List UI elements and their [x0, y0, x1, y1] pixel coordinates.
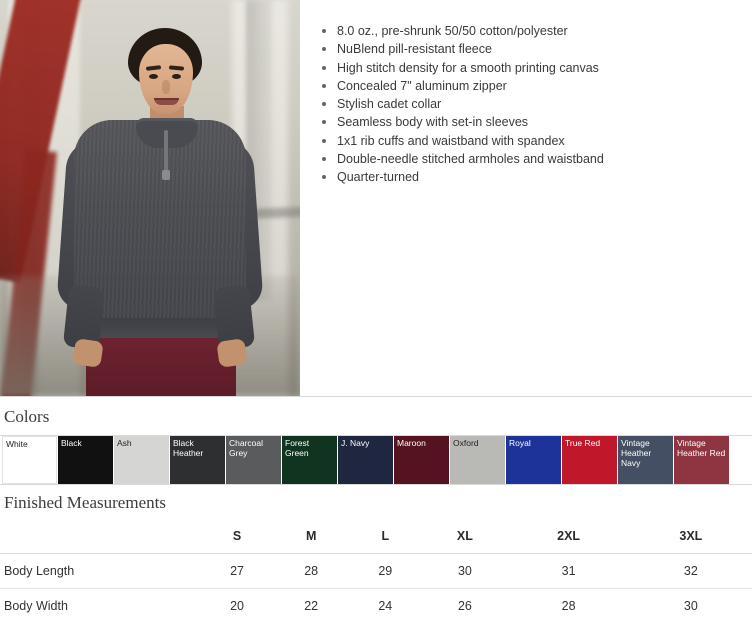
feature-list-section [300, 0, 752, 396]
row-label: Body Length [0, 554, 200, 589]
model-figure [0, 0, 300, 396]
color-swatch-label: Ash [117, 438, 132, 448]
feature-item: Double-needle stitched armholes and waistband [320, 150, 732, 168]
color-swatch[interactable] [394, 436, 449, 484]
column-header: S [200, 519, 274, 554]
hand-left [72, 338, 103, 368]
color-swatch[interactable] [562, 436, 617, 484]
cell-value: 26 [422, 589, 507, 622]
color-swatch-label: Royal [509, 438, 531, 448]
feature-item: Concealed 7" aluminum zipper [320, 77, 732, 95]
color-swatch-row [0, 436, 752, 484]
color-swatch-label: Forest Green [285, 438, 310, 458]
column-header: M [274, 519, 348, 554]
feature-item: Stylish cadet collar [320, 95, 732, 113]
hand-right [216, 338, 247, 368]
feature-list [320, 22, 732, 187]
model-pants [86, 338, 236, 396]
feature-item: 8.0 oz., pre-shrunk 50/50 cotton/polyester [320, 22, 732, 40]
color-swatch-label: Charcoal Grey [229, 438, 264, 458]
cell-value: 30 [422, 554, 507, 589]
cell-value: 20 [200, 589, 274, 622]
measurements-table [0, 519, 752, 622]
color-swatch-label: Maroon [397, 438, 426, 448]
color-swatch[interactable] [338, 436, 393, 484]
feature-item: Quarter-turned [320, 168, 732, 186]
feature-item: NuBlend pill-resistant fleece [320, 40, 732, 58]
table-header-row [0, 519, 752, 554]
color-swatch-label: Vintage Heather Navy [621, 438, 652, 468]
color-swatch-label: White [6, 439, 28, 449]
cell-value: 27 [200, 554, 274, 589]
color-swatch-label: Black [61, 438, 82, 448]
color-swatch[interactable] [282, 436, 337, 484]
color-swatch[interactable] [114, 436, 169, 484]
table-row [0, 554, 752, 589]
column-header: XL [422, 519, 507, 554]
color-swatch-label: Black Heather [173, 438, 204, 458]
quarter-zipper [164, 130, 168, 174]
color-swatch[interactable] [618, 436, 673, 484]
measurements-heading: Finished Measurements [4, 493, 166, 512]
cell-value: 32 [630, 554, 752, 589]
cell-value: 28 [274, 554, 348, 589]
cell-value: 22 [274, 589, 348, 622]
color-swatch-label: Oxford [453, 438, 479, 448]
product-photo [0, 0, 300, 396]
color-swatch-label: Vintage Heather Red [677, 438, 726, 458]
color-swatch[interactable] [170, 436, 225, 484]
cell-value: 28 [508, 589, 630, 622]
column-header: 3XL [630, 519, 752, 554]
nose [162, 80, 170, 94]
color-swatch[interactable] [506, 436, 561, 484]
color-swatch[interactable] [450, 436, 505, 484]
feature-item: 1x1 rib cuffs and waistband with spandex [320, 132, 732, 150]
color-swatch[interactable] [58, 436, 113, 484]
eye-right [172, 74, 181, 79]
eye-left [149, 74, 158, 79]
color-swatch[interactable] [226, 436, 281, 484]
color-swatch[interactable] [2, 436, 57, 484]
table-row [0, 589, 752, 622]
column-header: 2XL [508, 519, 630, 554]
color-swatch-label: J. Navy [341, 438, 370, 448]
feature-item: Seamless body with set-in sleeves [320, 113, 732, 131]
column-header [0, 519, 200, 554]
cell-value: 31 [508, 554, 630, 589]
cell-value: 29 [348, 554, 422, 589]
feature-item: High stitch density for a smooth printing canvas [320, 59, 732, 77]
zipper-pull [162, 170, 170, 180]
mouth [154, 98, 179, 105]
row-label: Body Width [0, 589, 200, 622]
cell-value: 24 [348, 589, 422, 622]
column-header: L [348, 519, 422, 554]
colors-heading: Colors [4, 407, 50, 426]
cell-value: 30 [630, 589, 752, 622]
color-swatch-label: True Red [565, 438, 601, 448]
color-swatch[interactable] [674, 436, 729, 484]
